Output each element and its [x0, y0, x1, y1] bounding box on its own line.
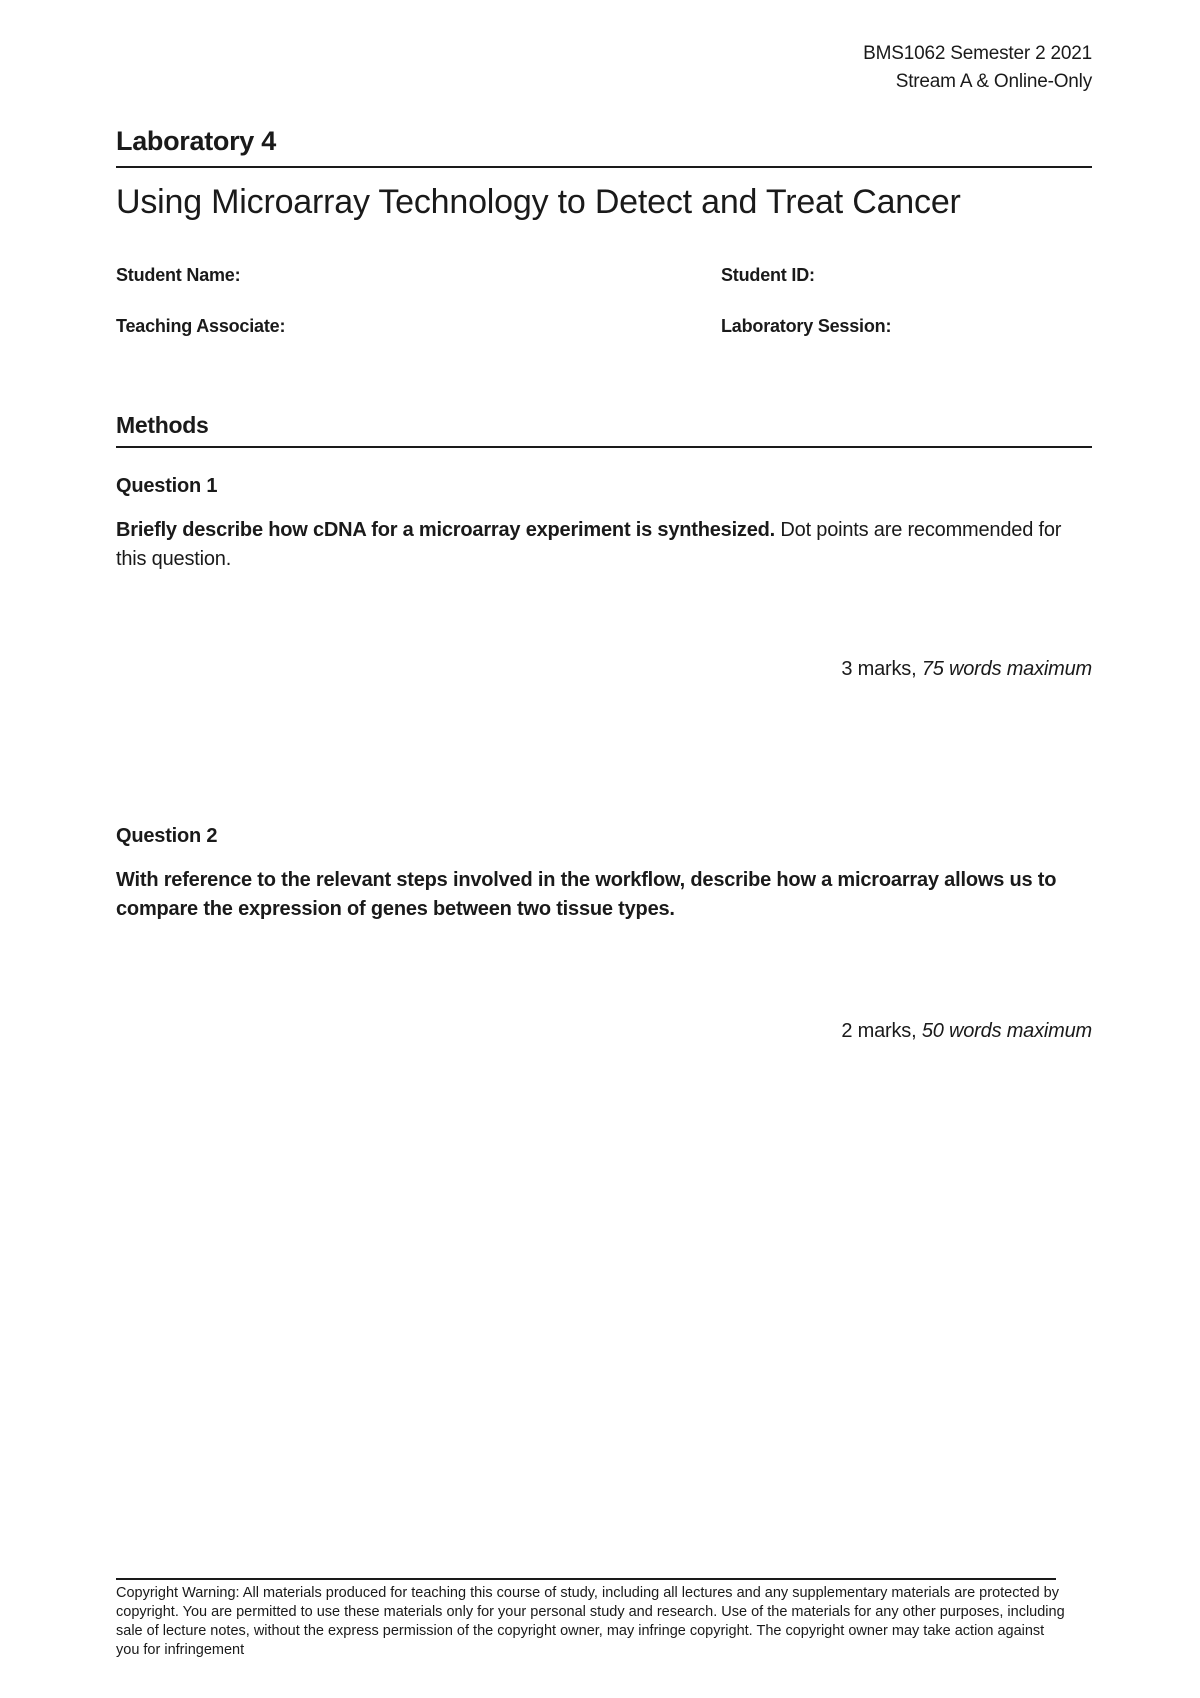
course-semester-line: BMS1062 Semester 2 2021 — [863, 43, 1092, 64]
teaching-associate-label: Teaching Associate: — [116, 316, 286, 336]
question-2-word-limit: 50 words maximum — [921, 1020, 1092, 1042]
student-id-label: Student ID: — [721, 265, 815, 285]
question-1-marks-value: 3 marks, — [841, 658, 922, 680]
question-2-marks-value: 2 marks, — [841, 1020, 922, 1042]
laboratory-session-label: Laboratory Session: — [721, 316, 892, 336]
lab-title: Laboratory 4 — [116, 126, 276, 156]
title-divider — [116, 166, 1092, 168]
question-2-prompt-bold: With reference to the relevant steps involved in the workflow, describe how a microarray allows us to compare the expression of genes between two tissue types. — [116, 869, 1057, 920]
question-2-marks — [841, 1020, 1092, 1043]
question-1-prompt-bold: Briefly describe how cDNA for a microarray experiment is synthesized. — [116, 519, 776, 541]
question-1-title: Question 1 — [116, 475, 218, 497]
question-1-marks — [841, 658, 1092, 681]
copyright-warning: Copyright Warning: All materials produced for teaching this course of study, including all lectures and any supplementary materials are protected by copyright. You are permitted to use these materials only for your personal study and research. Use of the materials for any other purposes, including sale of lecture notes, without the express permission of the copyright owner, may infringe copyright. The copyright owner may take action against you for infringement — [116, 1585, 1065, 1658]
question-2-title: Question 2 — [116, 825, 218, 847]
question-2-prompt — [116, 866, 1091, 924]
student-name-label: Student Name: — [116, 265, 241, 285]
document-header — [863, 40, 1092, 96]
question-1-word-limit: 75 words maximum — [921, 658, 1092, 680]
question-1-prompt — [116, 516, 1091, 574]
footer-divider — [116, 1578, 1056, 1580]
stream-line: Stream A & Online-Only — [895, 71, 1092, 92]
section-title-methods: Methods — [116, 412, 209, 438]
page-title: Using Microarray Technology to Detect and Treat Cancer — [116, 183, 961, 221]
section-divider — [116, 446, 1092, 448]
question-1-prompt-rest: Dot points are recommended for this question. — [116, 519, 1062, 570]
